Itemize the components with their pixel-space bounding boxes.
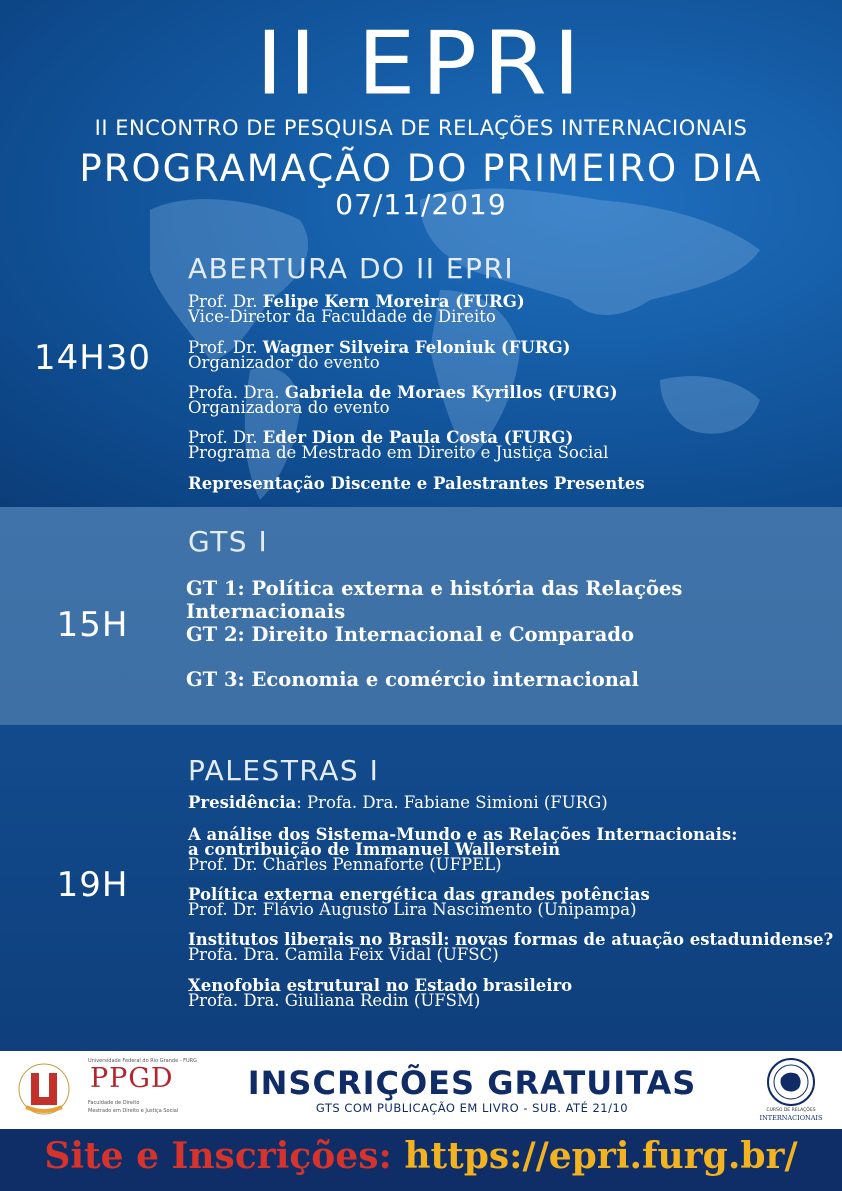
ppgd-university-text: Universidade Federal do Rio Grande - FURG — [88, 1058, 198, 1064]
ri-logo-label-2: INTERNACIONAIS — [759, 1114, 823, 1122]
ppgd-logo: PPGD — [90, 1063, 174, 1094]
ri-logo-label-1: CURSO DE RELAÇÕES — [766, 1108, 816, 1113]
gts-time: 15H — [56, 605, 129, 645]
speaker-2: Prof. Dr. Wagner Silveira Feloniuk (FURG) Organizador do evento — [188, 338, 571, 372]
talk-4: Xenofobia estrutural no Estado brasileiro Profa. Dra. Giuliana Redin (UFSM) — [188, 976, 573, 1010]
globe-seal-icon — [767, 1058, 815, 1106]
event-date: 07/11/2019 — [335, 188, 507, 221]
talk-3: Institutos liberais no Brasil: novas formas de atuação estadunidense? Profa. Dra. Camila Feix Vidal (UFSC) — [188, 930, 834, 964]
opening-closing-line: Representação Discente e Palestrantes Presentes — [188, 474, 645, 493]
furg-logo-icon — [18, 1063, 70, 1115]
gt-item-2: GT 2: Direito Internacional e Comparado — [186, 623, 634, 646]
registration-subtitle: GTS COM PUBLICAÇÃO EM LIVRO - SUB. ATÉ 21/10 — [315, 1101, 629, 1115]
opening-time: 14H30 — [33, 338, 152, 378]
gts-title: GTS I — [188, 525, 269, 558]
presidency: Presidência: Profa. Dra. Fabiane Simioni (FURG) — [188, 793, 608, 812]
site-link[interactable]: https://epri.furg.br/ — [404, 1135, 798, 1177]
speaker-4: Prof. Dr. Eder Dion de Paula Costa (FURG) Programa de Mestrado em Direito e Justiça Social — [188, 428, 609, 462]
site-bar — [0, 1129, 842, 1191]
ppgd-subtitle-1: Faculdade de Direito — [88, 1100, 140, 1106]
talk-2: Política externa energética das grandes potências Prof. Dr. Flávio Augusto Lira Nascimento (Unipampa) — [188, 885, 650, 919]
event-subtitle: II ENCONTRO DE PESQUISA DE RELAÇÕES INTERNACIONAIS — [94, 116, 748, 140]
gt-item-1: GT 1: Política externa e história das Relações Internacionais — [186, 577, 683, 623]
speaker-3: Profa. Dra. Gabriela de Moraes Kyrillos (FURG) Organizadora do evento — [188, 383, 618, 417]
program-title: PROGRAMAÇÃO DO PRIMEIRO DIA — [79, 147, 763, 190]
ppgd-subtitle-2: Mestrado em Direito e Justiça Social — [88, 1108, 179, 1114]
opening-title: ABERTURA DO II EPRI — [188, 252, 515, 285]
lectures-title: PALESTRAS I — [188, 754, 380, 787]
site-label: Site e Inscrições: — [44, 1135, 405, 1177]
speaker-1: Prof. Dr. Felipe Kern Moreira (FURG) Vice-Diretor da Faculdade de Direito — [188, 292, 525, 326]
lectures-time: 19H — [56, 865, 129, 905]
talk-1: A análise dos Sistema-Mundo e as Relações Internacionais: a contribuição de Immanuel Wallerstein Prof. Dr. Charles Pennaforte (UFPEL) — [188, 825, 738, 874]
gt-item-3: GT 3: Economia e comércio internacional — [186, 668, 639, 691]
registration-title: INSCRIÇÕES GRATUITAS — [247, 1064, 697, 1102]
event-title: II EPRI — [255, 12, 587, 115]
